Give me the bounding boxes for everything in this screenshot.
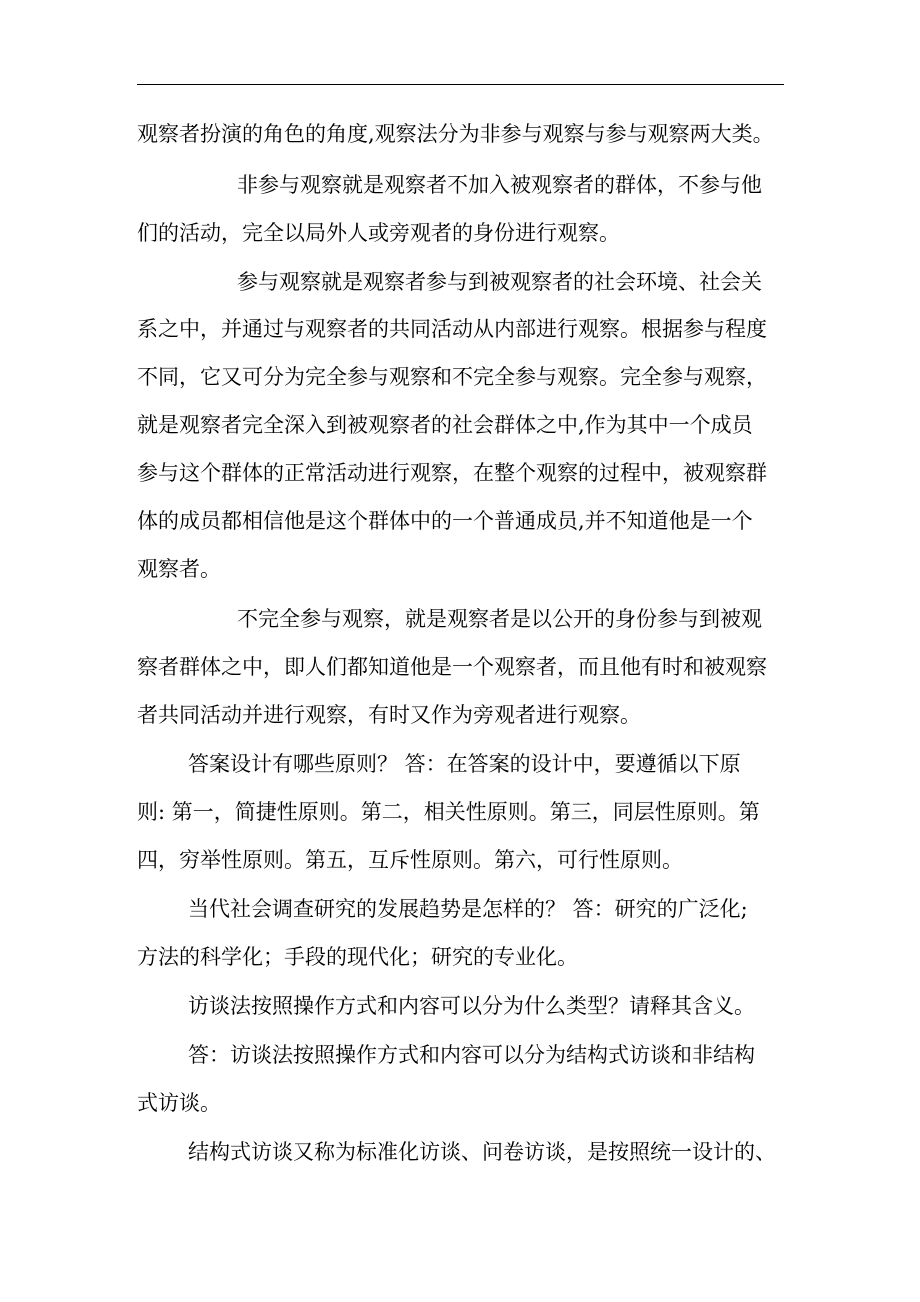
text-line: 式访谈。: [137, 1091, 221, 1115]
text-line: 者共同活动并进行观察，有时又作为旁观者进行观察。: [137, 703, 641, 727]
text-line: 体的成员都相信他是这个群体中的一个普通成员,并不知道他是一个: [137, 509, 753, 533]
text-line: 们的活动，完全以局外人或旁观者的身份进行观察。: [137, 221, 620, 245]
text-line: 不完全参与观察，就是观察者是以公开的身份参与到被观: [237, 607, 762, 631]
text-line: 参与这个群体的正常活动进行观察，在整个观察的过程中，被观察群: [137, 461, 767, 485]
text-line: 就是观察者完全深入到被观察者的社会群体之中,作为其中一个成员: [137, 413, 753, 437]
text-line: 非参与观察就是观察者不加入被观察者的群体，不参与他: [237, 173, 762, 197]
text-line: 四，穷举性原则。第五，互斥性原则。第六，可行性原则。: [137, 848, 683, 872]
text-line: 不同，它又可分为完全参与观察和不完全参与观察。完全参与观察，: [137, 365, 767, 389]
text-line: 当代社会调查研究的发展趋势是怎样的？ 答：研究的广泛化;: [188, 897, 748, 921]
text-line: 结构式访谈又称为标准化访谈、问卷访谈，是按照统一设计的、: [188, 1140, 776, 1164]
text-line: 方法的科学化；手段的现代化；研究的专业化。: [137, 945, 578, 969]
text-line: 系之中，并通过与观察者的共同活动从内部进行观察。根据参与程度: [137, 317, 767, 341]
text-line: 则: 第一，简捷性原则。第二，相关性原则。第三，同层性原则。第: [137, 800, 760, 824]
text-line: 答案设计有哪些原则？ 答：在答案的设计中，要遵循以下原: [188, 752, 741, 776]
text-line: 观察者扮演的角色的角度,观察法分为非参与观察与参与观察两大类。: [137, 122, 774, 146]
text-line: 参与观察就是观察者参与到被观察者的社会环境、社会关: [237, 270, 762, 294]
header-rule: [137, 84, 784, 85]
text-line: 察者群体之中，即人们都知道他是一个观察者，而且他有时和被观察: [137, 655, 767, 679]
text-line: 观察者。: [137, 557, 221, 581]
text-line: 答：访谈法按照操作方式和内容可以分为结构式访谈和非结构: [188, 1043, 755, 1067]
text-line: 访谈法按照操作方式和内容可以分为什么类型？请释其含义。: [188, 994, 755, 1018]
